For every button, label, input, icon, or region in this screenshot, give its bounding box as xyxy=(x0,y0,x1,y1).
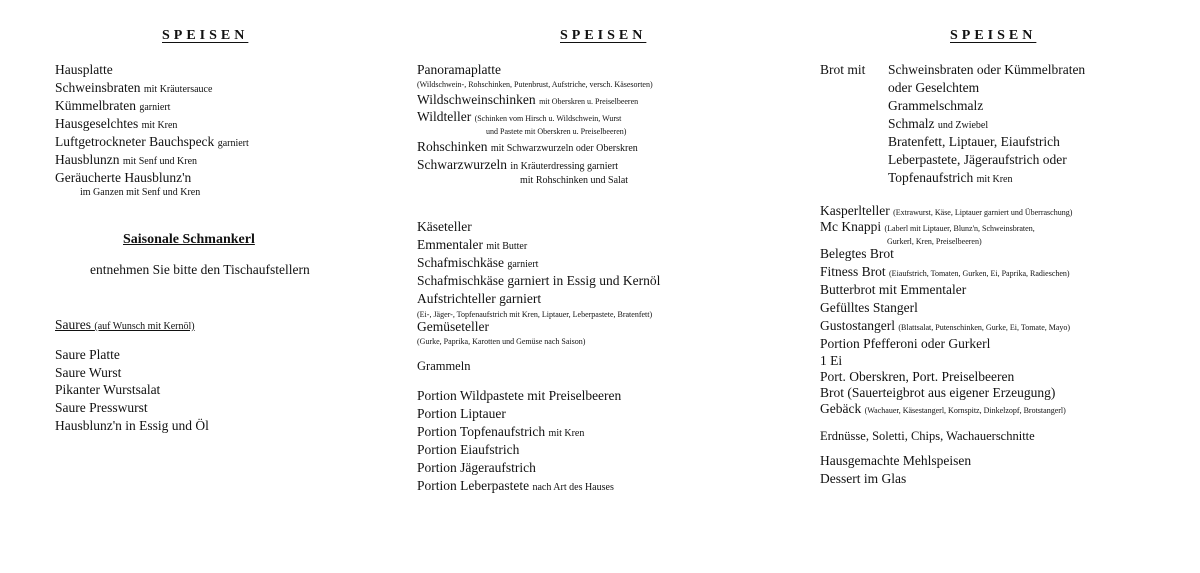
menu-item: Gustostangerl (Blattsalat, Putenschinken, Gurke, Ei, Tomate, Mayo) xyxy=(820,318,1071,333)
menu-item: Schmalz und Zwiebel xyxy=(888,116,989,131)
menu-item: Hausblunz'n in Essig und Öl xyxy=(55,418,209,433)
menu-item: Aufstrichteller garniert xyxy=(417,291,542,306)
menu-item: Hausgeselchtes mit Kren xyxy=(55,116,178,131)
menu-item: Leberpastete, Jägeraufstrich oder xyxy=(888,152,1067,167)
brot-label: Brot mit xyxy=(820,62,866,77)
menu-item: Topfenaufstrich mit Kren xyxy=(888,170,1013,185)
menu-item: Portion Jägeraufstrich xyxy=(417,460,536,475)
menu-item: Portion Wildpastete mit Preiselbeeren xyxy=(417,388,622,403)
menu-item: Panoramaplatte xyxy=(417,62,501,77)
menu-item: Käseteller xyxy=(417,219,472,234)
seasonal-title: Saisonale Schmankerl xyxy=(123,232,255,247)
menu-item: Gemüseteller xyxy=(417,319,489,334)
menu-item: Portion Topfenaufstrich mit Kren xyxy=(417,424,585,439)
menu-item: Saure Wurst xyxy=(55,365,122,380)
menu-item: Pikanter Wurstsalat xyxy=(55,382,161,397)
menu-item: 1 Ei xyxy=(820,353,843,368)
menu-item: Erdnüsse, Soletti, Chips, Wachauerschnitte xyxy=(820,429,1035,443)
menu-item: Hausblunzn mit Senf und Kren xyxy=(55,152,198,167)
column-heading: SPEISEN xyxy=(560,28,647,43)
menu-item: Grammelschmalz xyxy=(888,98,984,113)
menu-item-detail: (Wildschwein-, Rohschinken, Putenbrust, Aufstriche, versch. Käsesorten) xyxy=(417,80,653,89)
menu-item: oder Geselchtem xyxy=(888,80,980,95)
menu-item: Fitness Brot (Eiaufstrich, Tomaten, Gurken, Ei, Paprika, Radieschen) xyxy=(820,264,1070,279)
menu-item: Wildschweinschinken mit Oberskren u. Preiselbeeren xyxy=(417,92,639,107)
menu-item: Dessert im Glas xyxy=(820,471,907,486)
saures-title: Saures (auf Wunsch mit Kernöl) xyxy=(55,317,195,332)
menu-item: Butterbrot mit Emmentaler xyxy=(820,282,967,297)
menu-item-detail: und Pastete mit Oberskren u. Preiselbeeren) xyxy=(486,127,627,136)
menu-item: Grammeln xyxy=(417,359,471,373)
menu-item: Portion Pfefferoni oder Gurkerl xyxy=(820,336,991,351)
menu-item: Portion Liptauer xyxy=(417,406,506,421)
menu-item: Schweinsbraten oder Kümmelbraten xyxy=(888,62,1086,77)
menu-item: Geräucherte Hausblunz'n xyxy=(55,170,192,185)
menu-item: Kümmelbraten garniert xyxy=(55,98,171,113)
menu-item: Hausplatte xyxy=(55,62,113,77)
menu-item: Gebäck (Wachauer, Käsestangerl, Kornspitz, Dinkelzopf, Brotstangerl) xyxy=(820,401,1066,416)
column-heading: SPEISEN xyxy=(950,28,1037,43)
menu-item: Gefülltes Stangerl xyxy=(820,300,918,315)
menu-item: Kasperlteller (Extrawurst, Käse, Liptauer garniert und Überraschung) xyxy=(820,203,1073,218)
menu-item: Luftgetrockneter Bauchspeck garniert xyxy=(55,134,249,149)
menu-item: Portion Leberpastete nach Art des Hauses xyxy=(417,478,614,493)
menu-item: Schwarzwurzeln in Kräuterdressing garniert xyxy=(417,157,619,172)
menu-item-detail: (Ei-, Jäger-, Topfenaufstrich mit Kren, Liptauer, Leberpastete, Bratenfett) xyxy=(417,310,653,319)
menu-item-detail: im Ganzen mit Senf und Kren xyxy=(80,187,201,198)
menu-item: Wildteller (Schinken vom Hirsch u. Wildschwein, Wurst xyxy=(417,109,622,124)
menu-item: Saure Presswurst xyxy=(55,400,148,415)
menu-item-detail: Gurkerl, Kren, Preiselbeeren) xyxy=(887,237,982,246)
menu-item-detail: mit Rohschinken und Salat xyxy=(520,175,629,186)
menu-item: Emmentaler mit Butter xyxy=(417,237,528,252)
menu-item: Hausgemachte Mehlspeisen xyxy=(820,453,972,468)
menu-item-detail: (Gurke, Paprika, Karotten und Gemüse nach Saison) xyxy=(417,337,586,346)
menu-item: Rohschinken mit Schwarzwurzeln oder Oberskren xyxy=(417,139,638,154)
menu-item: Brot (Sauerteigbrot aus eigener Erzeugung) xyxy=(820,385,1056,400)
menu-item: Schafmischkäse garniert in Essig und Kernöl xyxy=(417,273,661,288)
menu-item: Saure Platte xyxy=(55,347,120,362)
menu-item: Bratenfett, Liptauer, Eiaufstrich xyxy=(888,134,1060,149)
column-heading: SPEISEN xyxy=(162,28,249,43)
seasonal-text: entnehmen Sie bitte den Tischaufstellern xyxy=(90,262,310,277)
menu-item: Portion Eiaufstrich xyxy=(417,442,520,457)
menu-item: Schafmischkäse garniert xyxy=(417,255,539,270)
menu-item: Port. Oberskren, Port. Preiselbeeren xyxy=(820,369,1015,384)
menu-item: Schweinsbraten mit Kräutersauce xyxy=(55,80,213,95)
menu-item: Belegtes Brot xyxy=(820,246,894,261)
menu-item: Mc Knappi (Laberl mit Liptauer, Blunz'n, Schweinsbraten, xyxy=(820,219,1035,234)
